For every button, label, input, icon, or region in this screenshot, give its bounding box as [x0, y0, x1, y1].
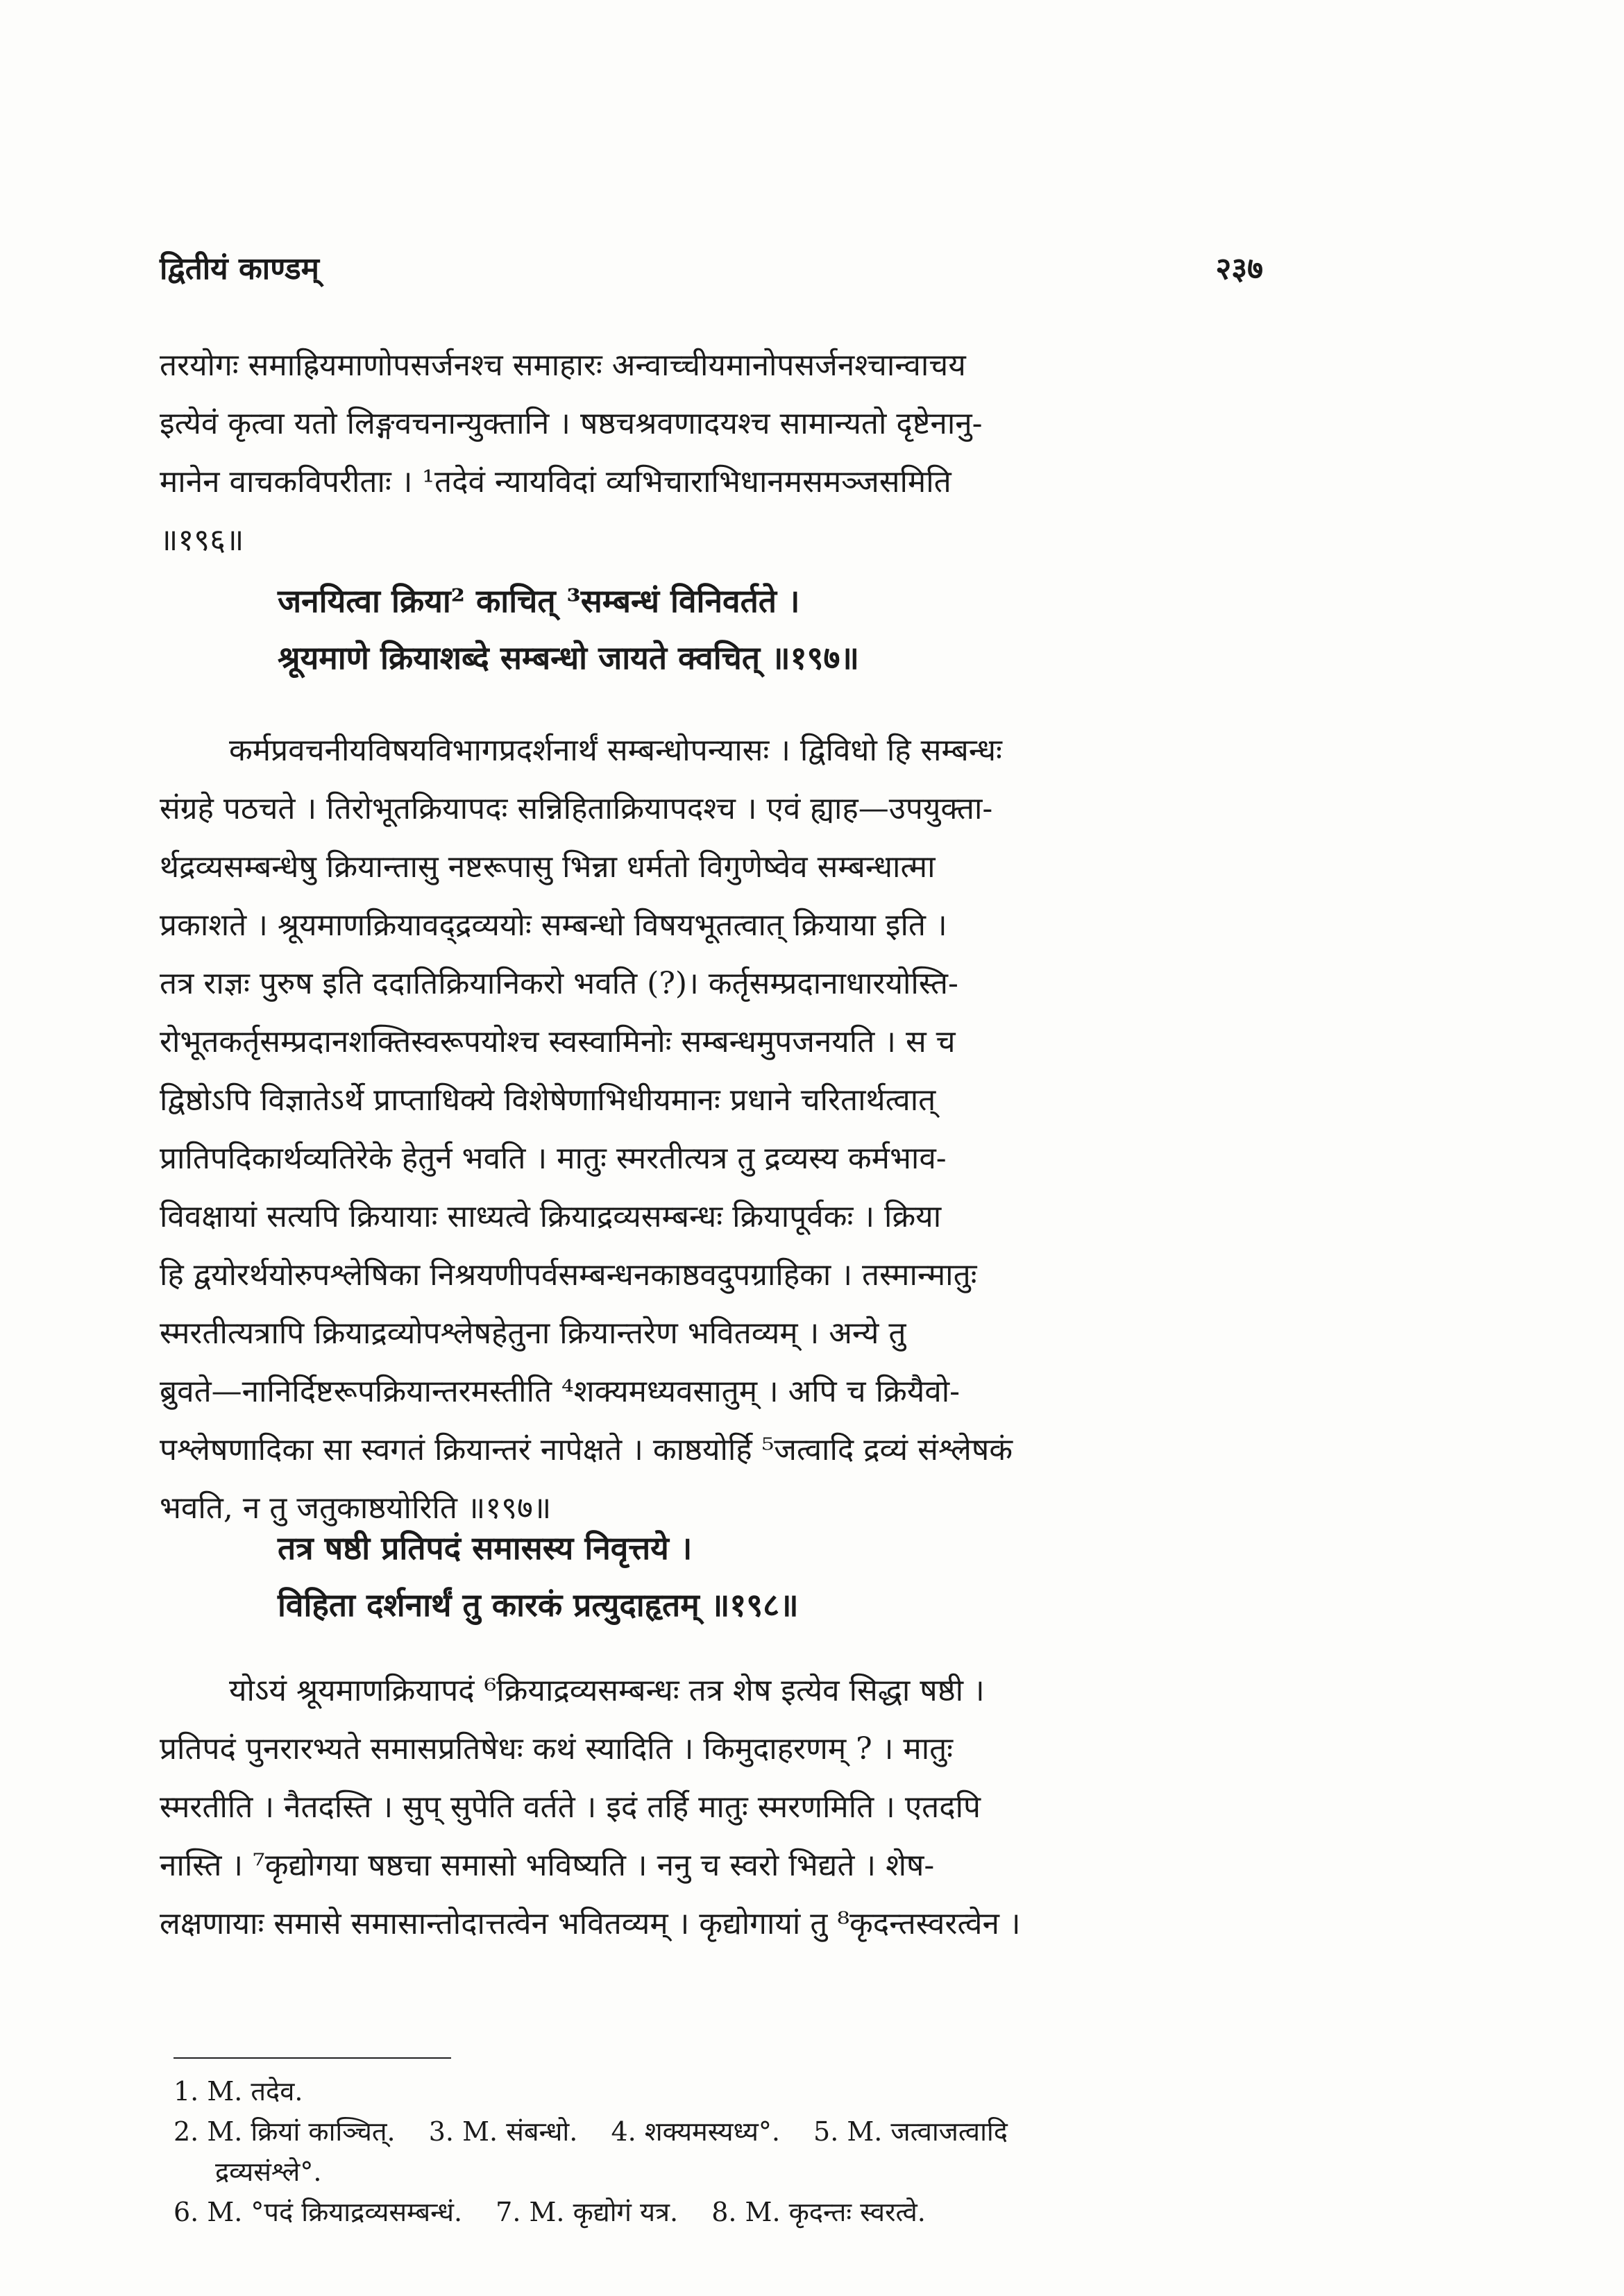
page-number: २३७ — [1215, 251, 1263, 287]
text-line: र्थद्रव्यसम्बन्धेषु क्रियान्तासु नष्टरूपासु भिन्ना धर्मतो विगुणेष्वेव सम्बन्धात्मा — [160, 849, 936, 885]
verse-number: ॥१९६॥ — [160, 522, 244, 558]
verse-197 — [278, 572, 1180, 686]
verse-line: जनयित्वा क्रिया² काचित् ³सम्बन्धं विनिवर्तते । — [278, 582, 800, 620]
text-line: प्रतिपदं पुनरारभ्यते समासप्रतिषेधः कथं स्यादिति । किमुदाहरणम् ? । मातुः — [160, 1731, 954, 1767]
text-line: मानेन वाचकविपरीताः । ¹तदेवं न्यायविदां व्यभिचाराभिधानमसमञ्जसमिति — [160, 464, 951, 500]
text-line: तरयोगः समाह्रियमाणोपसर्जनश्च समाहारः अन्वाच्चीयमानोपसर्जनश्चान्वाचय — [160, 348, 966, 383]
text-line: रोभूतकर्तृसम्प्रदानशक्तिस्वरूपयोश्च स्वस्वामिनोः सम्बन्धमुपजनयति । स च — [160, 1024, 956, 1060]
footnote-row — [174, 2071, 1284, 2111]
text-line: पश्लेषणादिका सा स्वगतं क्रियान्तरं नापेक्षते । काष्ठयोर्हि ⁵जत्वादि द्रव्यं संश्लेषकं — [160, 1432, 1013, 1468]
text-line: इत्येवं कृत्वा यतो लिङ्गवचनान्युक्तानि । षष्ठचश्रवणादयश्च सामान्यतो दृष्टेनानु- — [160, 406, 983, 441]
footnote-4: 4. शक्यमस्यध्य°. — [611, 2116, 780, 2147]
running-header — [160, 246, 1263, 295]
footnote-8: 8. M. कृदन्तः स्वरत्वे. — [711, 2197, 926, 2227]
verse-line: विहिता दर्शनार्थं तु कारकं प्रत्युदाहृतम् ॥१९८॥ — [278, 1586, 799, 1624]
text-line: योऽयं श्रूयमाणक्रियापदं ⁶क्रियाद्रव्यसम्बन्धः तत्र शेष इत्येव सिद्धा षष्ठी । — [229, 1673, 985, 1708]
text-line: विवक्षायां सत्यपि क्रियायाः साध्यत्वे क्रियाद्रव्यसम्बन्धः क्रियापूर्वकः । क्रिया — [160, 1199, 942, 1234]
text-line: प्रातिपदिकार्थव्यतिरेके हेतुर्न भवति । मातुः स्मरतीत्यत्र तु द्रव्यस्य कर्मभाव- — [160, 1141, 947, 1176]
footnotes — [174, 2071, 1284, 2232]
text-line: लक्षणायाः समासे समासान्तोदात्तत्वेन भवितव्यम् । कृद्योगायां तु ⁸कृदन्तस्वरत्वेन । — [160, 1906, 1021, 1941]
footnote-1: 1. M. तदेव. — [174, 2076, 303, 2107]
section-title: द्वितीयं काण्डम् — [160, 251, 319, 287]
footnote-divider — [174, 2057, 451, 2059]
footnote-2: 2. M. क्रियां काञ्चित्. — [174, 2116, 396, 2147]
verse-198 — [278, 1520, 1180, 1633]
text-line: स्मरतीति । नैतदस्ति । सुप् सुपेति वर्तते । इदं तर्हि मातुः स्मरणमिति । एतदपि — [160, 1789, 981, 1825]
text-line: ब्रुवते—नानिर्दिष्टरूपक्रियान्तरमस्तीति ⁴शक्यमध्यवसातुम् । अपि च क्रियैवो- — [160, 1374, 961, 1409]
text-line: द्विष्ठोऽपि विज्ञातेऽर्थे प्राप्ताधिक्ये विशेषेणाभिधीयमानः प्रधाने चरितार्थत्वात् — [160, 1082, 936, 1118]
footnote-row — [174, 2192, 1284, 2232]
text-line: संग्रहे पठचते । तिरोभूतक्रियापदः सन्निहिताक्रियापदश्च । एवं ह्याह—उपयुक्ता- — [160, 791, 993, 826]
footnote-7: 7. M. कृद्योगं यत्र. — [496, 2197, 679, 2227]
text-line: प्रकाशते । श्रूयमाणक्रियावद्द्रव्ययोः सम्बन्धो विषयभूतत्वात् क्रियाया इति । — [160, 908, 947, 943]
footnote-5: 5. M. जत्वाजत्वादि — [813, 2116, 1008, 2147]
text-line: भवति, न तु जतुकाष्ठयोरिति ॥१९७॥ — [160, 1490, 552, 1526]
footnote-6: 6. M. °पदं क्रियाद्रव्यसम्बन्धं. — [174, 2197, 463, 2227]
footnote-5-continued: द्रव्यसंश्ले°. — [215, 2157, 322, 2187]
text-line: तत्र राज्ञः पुरुष इति ददातिक्रियानिकरो भवति (?)। कर्तृसम्प्रदानाधारयोस्ति- — [160, 966, 958, 1001]
footnote-row — [174, 2111, 1284, 2152]
paragraph-commentary-198 — [160, 1662, 1263, 1953]
text-line: कर्मप्रवचनीयविषयविभागप्रदर्शनार्थं सम्बन्धोपन्यासः । द्विविधो हि सम्बन्धः — [229, 733, 1002, 768]
verse-line: तत्र षष्ठी प्रतिपदं समासस्य निवृत्तये । — [278, 1529, 693, 1567]
footnote-3: 3. M. संबन्धो. — [428, 2116, 578, 2147]
text-line: नास्ति । ⁷कृद्योगया षष्ठचा समासो भविष्यति । ननु च स्वरो भिद्यते । शेष- — [160, 1848, 935, 1883]
footnote-row — [174, 2152, 1284, 2192]
paragraph-commentary-196 — [160, 337, 1263, 570]
text-line: हि द्वयोरर्थयोरुपश्लेषिका निश्रयणीपर्वसम्बन्धनकाष्ठवदुपग्राहिका । तस्मान्मातुः — [160, 1257, 977, 1293]
paragraph-commentary-197 — [160, 722, 1263, 1538]
verse-line: श्रूयमाणे क्रियाशब्दे सम्बन्धो जायते क्वचित् ॥१९७॥ — [278, 639, 859, 677]
text-line: स्मरतीत्यत्रापि क्रियाद्रव्योपश्लेषहेतुना क्रियान्तरेण भवितव्यम् । अन्ये तु — [160, 1316, 906, 1351]
